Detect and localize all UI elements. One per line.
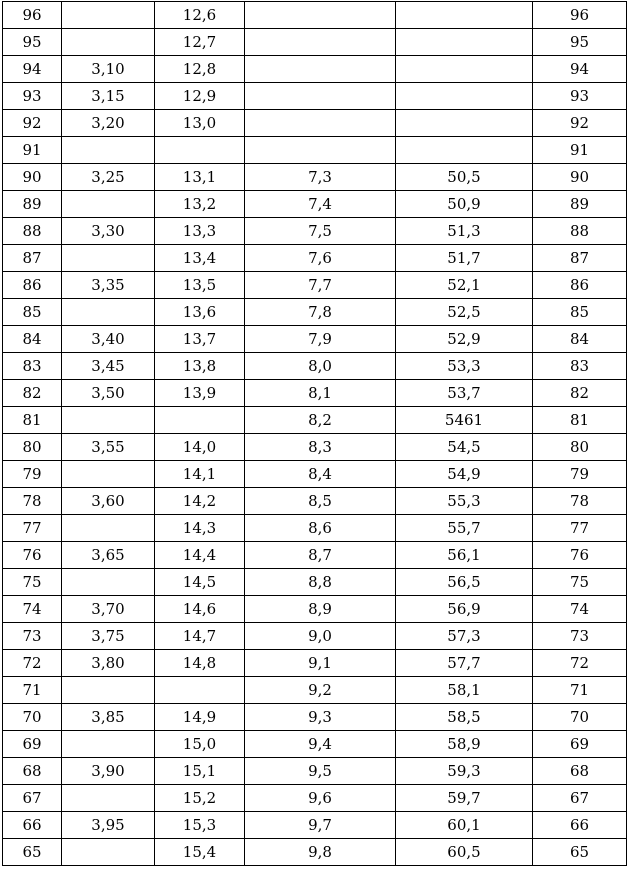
table-cell: 13,1 <box>155 164 245 191</box>
row-score-right: 86 <box>533 272 627 299</box>
table-row <box>3 650 627 677</box>
row-score-left: 84 <box>3 326 62 353</box>
table-cell: 7,9 <box>245 326 396 353</box>
table-cell: 56,9 <box>396 596 533 623</box>
table-cell <box>62 839 155 866</box>
table-cell: 56,5 <box>396 569 533 596</box>
table-cell: 60,5 <box>396 839 533 866</box>
table-cell <box>396 29 533 56</box>
table-cell: 3,30 <box>62 218 155 245</box>
table-cell: 12,9 <box>155 83 245 110</box>
row-score-left: 87 <box>3 245 62 272</box>
table-cell: 14,7 <box>155 623 245 650</box>
row-score-left: 86 <box>3 272 62 299</box>
table-cell: 3,90 <box>62 758 155 785</box>
table-body <box>3 2 627 866</box>
table-cell: 55,3 <box>396 488 533 515</box>
table-cell: 9,4 <box>245 731 396 758</box>
table-cell: 9,2 <box>245 677 396 704</box>
table-cell: 59,3 <box>396 758 533 785</box>
table-cell: 15,3 <box>155 812 245 839</box>
table-cell: 8,0 <box>245 353 396 380</box>
table-cell <box>62 515 155 542</box>
row-score-right: 73 <box>533 623 627 650</box>
table-cell: 14,2 <box>155 488 245 515</box>
table-cell: 14,5 <box>155 569 245 596</box>
table-cell: 12,6 <box>155 2 245 29</box>
table-cell: 50,9 <box>396 191 533 218</box>
row-score-right: 93 <box>533 83 627 110</box>
row-score-right: 84 <box>533 326 627 353</box>
table-cell: 14,6 <box>155 596 245 623</box>
table-cell: 9,0 <box>245 623 396 650</box>
table-cell <box>62 731 155 758</box>
row-score-left: 67 <box>3 785 62 812</box>
table-row <box>3 299 627 326</box>
row-score-left: 93 <box>3 83 62 110</box>
table-cell <box>245 137 396 164</box>
row-score-right: 65 <box>533 839 627 866</box>
table-cell <box>245 110 396 137</box>
table-row <box>3 596 627 623</box>
table-row <box>3 83 627 110</box>
table-cell: 51,7 <box>396 245 533 272</box>
table-row <box>3 812 627 839</box>
table-row <box>3 218 627 245</box>
row-score-left: 70 <box>3 704 62 731</box>
row-score-left: 88 <box>3 218 62 245</box>
table-cell: 3,55 <box>62 434 155 461</box>
table-cell: 3,85 <box>62 704 155 731</box>
table-cell: 3,50 <box>62 380 155 407</box>
table-cell <box>62 2 155 29</box>
row-score-right: 94 <box>533 56 627 83</box>
table-cell: 57,3 <box>396 623 533 650</box>
table-cell <box>62 785 155 812</box>
row-score-left: 69 <box>3 731 62 758</box>
table-cell: 53,3 <box>396 353 533 380</box>
row-score-right: 70 <box>533 704 627 731</box>
row-score-right: 83 <box>533 353 627 380</box>
table-cell: 5461 <box>396 407 533 434</box>
table-cell: 52,9 <box>396 326 533 353</box>
row-score-left: 76 <box>3 542 62 569</box>
table-cell <box>155 137 245 164</box>
table-cell: 60,1 <box>396 812 533 839</box>
row-score-right: 88 <box>533 218 627 245</box>
table-cell: 8,3 <box>245 434 396 461</box>
table-cell: 57,7 <box>396 650 533 677</box>
row-score-left: 73 <box>3 623 62 650</box>
row-score-left: 65 <box>3 839 62 866</box>
row-score-right: 82 <box>533 380 627 407</box>
row-score-left: 71 <box>3 677 62 704</box>
table-row <box>3 515 627 542</box>
table-cell <box>396 137 533 164</box>
table-cell: 8,8 <box>245 569 396 596</box>
table-cell <box>396 83 533 110</box>
table-cell: 13,9 <box>155 380 245 407</box>
row-score-right: 76 <box>533 542 627 569</box>
table-cell: 13,6 <box>155 299 245 326</box>
table-row <box>3 758 627 785</box>
table-cell: 3,60 <box>62 488 155 515</box>
row-score-right: 72 <box>533 650 627 677</box>
table-cell: 52,5 <box>396 299 533 326</box>
row-score-right: 66 <box>533 812 627 839</box>
table-cell <box>245 56 396 83</box>
score-table <box>2 1 627 866</box>
table-cell: 3,70 <box>62 596 155 623</box>
table-cell: 9,8 <box>245 839 396 866</box>
table-cell: 7,4 <box>245 191 396 218</box>
row-score-right: 75 <box>533 569 627 596</box>
row-score-right: 69 <box>533 731 627 758</box>
table-cell: 13,4 <box>155 245 245 272</box>
row-score-right: 67 <box>533 785 627 812</box>
table-cell: 58,1 <box>396 677 533 704</box>
table-cell: 13,2 <box>155 191 245 218</box>
row-score-right: 90 <box>533 164 627 191</box>
table-cell: 14,3 <box>155 515 245 542</box>
table-cell: 8,4 <box>245 461 396 488</box>
table-row <box>3 542 627 569</box>
table-cell: 3,10 <box>62 56 155 83</box>
row-score-right: 74 <box>533 596 627 623</box>
table-cell: 12,8 <box>155 56 245 83</box>
table-row <box>3 623 627 650</box>
table-row <box>3 2 627 29</box>
table-cell: 9,1 <box>245 650 396 677</box>
table-cell: 7,3 <box>245 164 396 191</box>
row-score-right: 89 <box>533 191 627 218</box>
row-score-left: 90 <box>3 164 62 191</box>
table-cell <box>245 2 396 29</box>
table-cell: 13,7 <box>155 326 245 353</box>
table-cell <box>396 56 533 83</box>
table-cell: 14,0 <box>155 434 245 461</box>
row-score-left: 74 <box>3 596 62 623</box>
table-cell: 3,20 <box>62 110 155 137</box>
row-score-right: 68 <box>533 758 627 785</box>
table-row <box>3 407 627 434</box>
row-score-right: 95 <box>533 29 627 56</box>
row-score-left: 66 <box>3 812 62 839</box>
table-cell <box>62 137 155 164</box>
table-cell: 13,0 <box>155 110 245 137</box>
row-score-right: 80 <box>533 434 627 461</box>
table-cell <box>62 299 155 326</box>
table-cell <box>62 569 155 596</box>
row-score-left: 83 <box>3 353 62 380</box>
table-cell: 15,1 <box>155 758 245 785</box>
table-cell: 3,25 <box>62 164 155 191</box>
row-score-left: 77 <box>3 515 62 542</box>
table-cell <box>155 407 245 434</box>
row-score-right: 85 <box>533 299 627 326</box>
row-score-left: 81 <box>3 407 62 434</box>
row-score-right: 96 <box>533 2 627 29</box>
table-cell: 13,3 <box>155 218 245 245</box>
table-cell: 3,35 <box>62 272 155 299</box>
table-cell <box>62 677 155 704</box>
table-cell: 15,2 <box>155 785 245 812</box>
row-score-left: 94 <box>3 56 62 83</box>
row-score-left: 91 <box>3 137 62 164</box>
table-row <box>3 29 627 56</box>
table-row <box>3 569 627 596</box>
row-score-left: 92 <box>3 110 62 137</box>
row-score-left: 68 <box>3 758 62 785</box>
table-cell: 8,2 <box>245 407 396 434</box>
table-cell: 7,5 <box>245 218 396 245</box>
table-cell <box>62 191 155 218</box>
table-cell <box>62 461 155 488</box>
row-score-left: 96 <box>3 2 62 29</box>
table-cell: 14,8 <box>155 650 245 677</box>
table-cell: 8,1 <box>245 380 396 407</box>
row-score-left: 80 <box>3 434 62 461</box>
table-cell: 9,5 <box>245 758 396 785</box>
table-cell: 58,5 <box>396 704 533 731</box>
table-cell: 3,40 <box>62 326 155 353</box>
table-cell: 3,95 <box>62 812 155 839</box>
table-cell: 14,9 <box>155 704 245 731</box>
table-cell <box>396 110 533 137</box>
row-score-right: 92 <box>533 110 627 137</box>
table-cell: 13,8 <box>155 353 245 380</box>
table-cell: 53,7 <box>396 380 533 407</box>
table-row <box>3 785 627 812</box>
table-row <box>3 434 627 461</box>
table-cell: 8,7 <box>245 542 396 569</box>
table-cell <box>245 83 396 110</box>
table-cell: 9,6 <box>245 785 396 812</box>
table-row <box>3 461 627 488</box>
table-cell <box>155 677 245 704</box>
table-row <box>3 272 627 299</box>
table-cell: 3,80 <box>62 650 155 677</box>
table-cell: 55,7 <box>396 515 533 542</box>
row-score-right: 91 <box>533 137 627 164</box>
table-cell: 3,45 <box>62 353 155 380</box>
table-cell: 54,5 <box>396 434 533 461</box>
row-score-left: 95 <box>3 29 62 56</box>
table-row <box>3 164 627 191</box>
table-row <box>3 380 627 407</box>
table-row <box>3 137 627 164</box>
table-cell <box>62 29 155 56</box>
row-score-left: 78 <box>3 488 62 515</box>
table-cell: 7,6 <box>245 245 396 272</box>
row-score-right: 81 <box>533 407 627 434</box>
table-cell: 3,65 <box>62 542 155 569</box>
row-score-right: 78 <box>533 488 627 515</box>
table-cell: 15,4 <box>155 839 245 866</box>
table-row <box>3 839 627 866</box>
table-cell: 8,9 <box>245 596 396 623</box>
row-score-right: 71 <box>533 677 627 704</box>
table-cell: 59,7 <box>396 785 533 812</box>
table-cell: 8,5 <box>245 488 396 515</box>
table-cell: 51,3 <box>396 218 533 245</box>
table-cell: 13,5 <box>155 272 245 299</box>
table-row <box>3 731 627 758</box>
row-score-left: 72 <box>3 650 62 677</box>
table-cell: 7,7 <box>245 272 396 299</box>
row-score-right: 79 <box>533 461 627 488</box>
table-row <box>3 245 627 272</box>
table-row <box>3 704 627 731</box>
table-cell: 8,6 <box>245 515 396 542</box>
table-cell: 14,1 <box>155 461 245 488</box>
table-row <box>3 326 627 353</box>
table-row <box>3 488 627 515</box>
row-score-left: 82 <box>3 380 62 407</box>
table-cell: 12,7 <box>155 29 245 56</box>
row-score-left: 79 <box>3 461 62 488</box>
table-row <box>3 191 627 218</box>
row-score-left: 89 <box>3 191 62 218</box>
row-score-left: 75 <box>3 569 62 596</box>
table-row <box>3 110 627 137</box>
table-cell: 9,3 <box>245 704 396 731</box>
table-cell <box>396 2 533 29</box>
table-cell: 3,15 <box>62 83 155 110</box>
table-cell: 54,9 <box>396 461 533 488</box>
table-row <box>3 56 627 83</box>
row-score-right: 77 <box>533 515 627 542</box>
table-cell <box>62 245 155 272</box>
table-cell <box>245 29 396 56</box>
table-row <box>3 677 627 704</box>
table-cell: 9,7 <box>245 812 396 839</box>
table-cell: 50,5 <box>396 164 533 191</box>
row-score-right: 87 <box>533 245 627 272</box>
table-row <box>3 353 627 380</box>
table-cell: 58,9 <box>396 731 533 758</box>
table-cell: 14,4 <box>155 542 245 569</box>
table-cell: 52,1 <box>396 272 533 299</box>
table-cell: 15,0 <box>155 731 245 758</box>
row-score-left: 85 <box>3 299 62 326</box>
table-cell: 56,1 <box>396 542 533 569</box>
table-cell: 7,8 <box>245 299 396 326</box>
table-cell <box>62 407 155 434</box>
table-cell: 3,75 <box>62 623 155 650</box>
